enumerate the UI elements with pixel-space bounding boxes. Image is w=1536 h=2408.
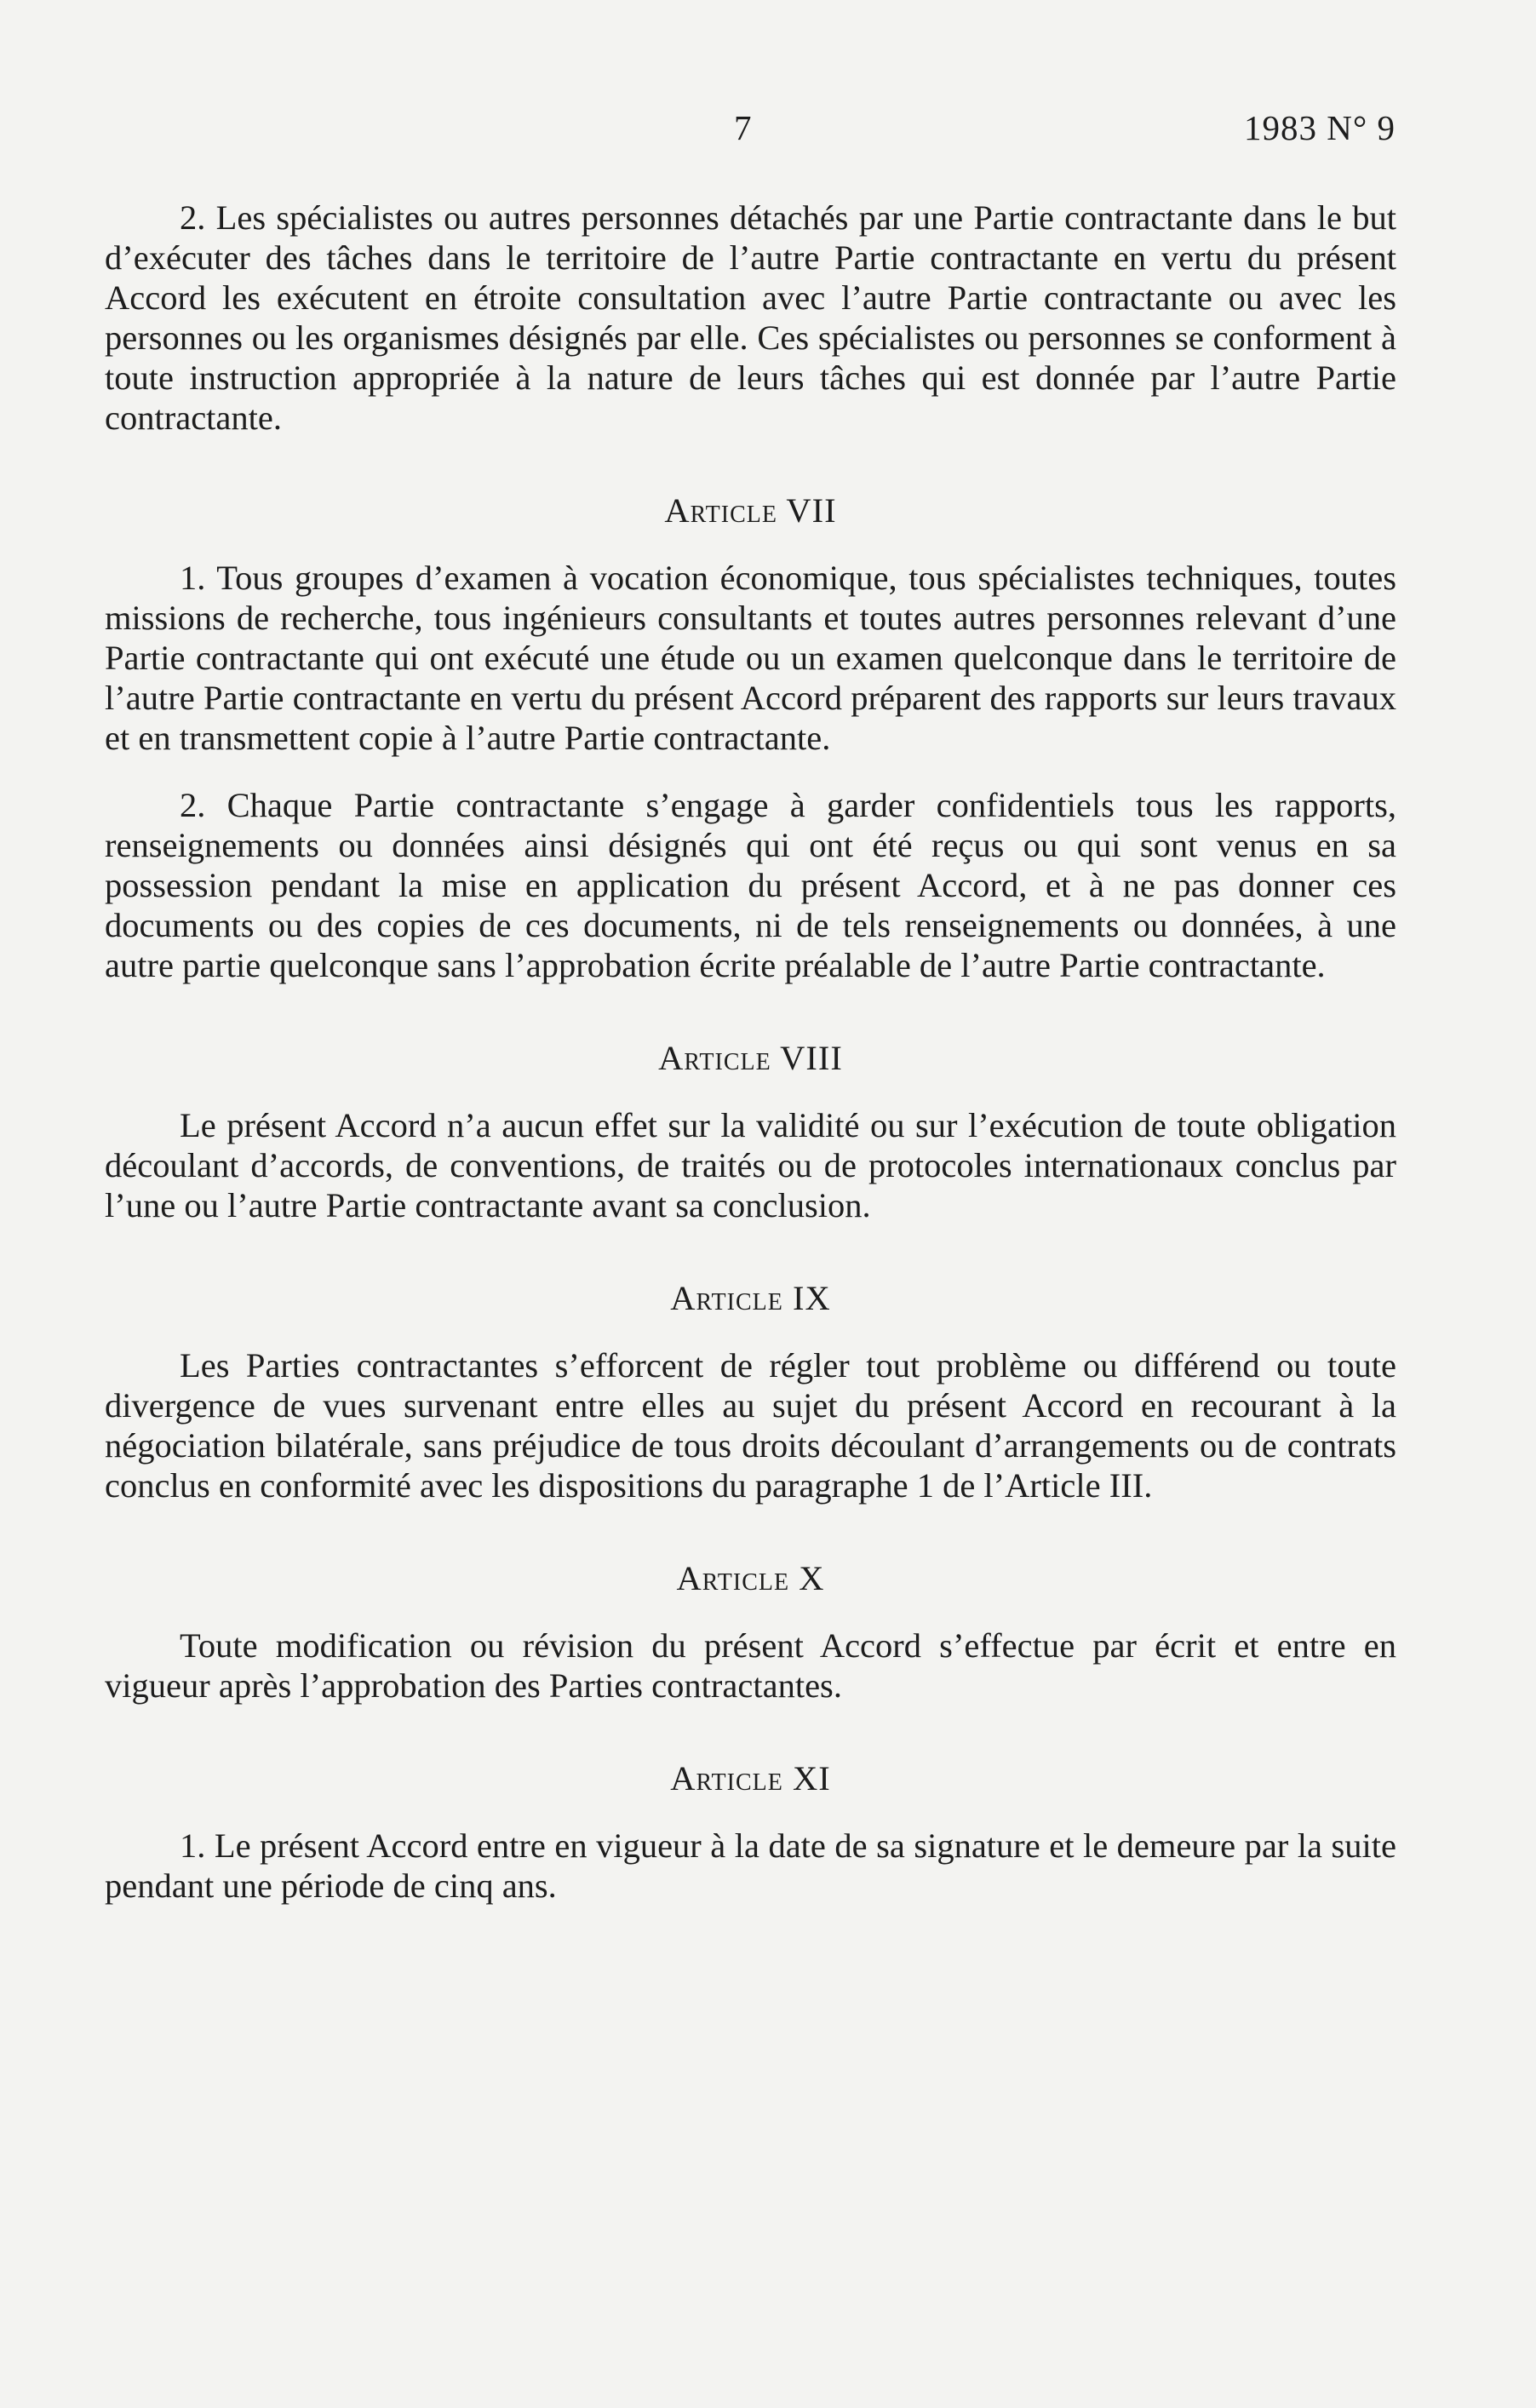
article-vii-paragraph-1: 1. Tous groupes d’examen à vocation économique, tous spécialistes techniques, toutes missions de recherche, tous ingénieurs consultants et toutes autres personnes relevant d’une Partie contractante qui ont exécuté une étude ou un examen quelconque dans le territoire de l’autre Partie contractante en vertu du présent Accord préparent des rapports sur leurs travaux et en transmettent copie à l’autre Partie contractante. [105,559,1396,757]
treaty-reference: 1983 N° 9 [1243,108,1396,147]
article-xi-paragraph-1: 1. Le présent Accord entre en vigueur à la date de sa signature et le demeure par la suite pendant une période de cinq ans. [105,1826,1396,1905]
article-vii-paragraph-2: 2. Chaque Partie contractante s’engage à garder confidentiels tous les rapports, renseignements ou données ainsi désignés qui ont été reçus ou qui sont venus en sa possession pendant la mise en application du présent Accord, et à ne pas donner ces documents ou des copies de ces documents, ni de tels renseignements ou données, à une autre partie quelconque sans l’approbation écrite préalable de l’autre Partie contractante. [105,786,1396,984]
article-xi-heading: Article XI [670,1759,831,1797]
article-viii-heading: Article VIII [658,1039,843,1077]
article-x-heading: Article X [676,1559,825,1597]
article-vi-paragraph-2: 2. Les spécialistes ou autres personnes détachés par une Partie contractante dans le but d’exécuter des tâches dans le territoire de l’autre Partie contractante en vertu du présent Accord les exécutent en étroite consultation avec l’autre Partie contractante ou avec les personnes ou les organismes désignés par elle. Ces spécialistes ou personnes se conforment à toute instruction appropriée à la nature de leurs tâches qui est donnée par l’autre Partie contractante. [105,198,1396,437]
document-body [105,198,1396,1906]
article-x-paragraph: Toute modification ou révision du présent Accord s’effectue par écrit et entre en vigueur après l’approbation des Parties contractantes. [105,1626,1396,1705]
article-ix-paragraph: Les Parties contractantes s’efforcent de régler tout problème ou différend ou toute divergence de vues survenant entre elles au sujet du présent Accord en recourant à la négociation bilatérale, sans préjudice de tous droits découlant d’arrangements ou de contrats conclus en conformité avec les dispositions du paragraphe 1 de l’Article III. [105,1346,1396,1505]
page-number: 7 [734,108,752,147]
article-viii-paragraph: Le présent Accord n’a aucun effet sur la validité ou sur l’exécution de toute obligation découlant d’accords, de conventions, de traités ou de protocoles internationaux conclus par l’une ou l’autre Partie contractante avant sa conclusion. [105,1106,1396,1224]
article-ix-heading: Article IX [670,1279,831,1317]
page-header [0,100,1536,152]
article-vii-heading: Article VII [664,491,837,530]
